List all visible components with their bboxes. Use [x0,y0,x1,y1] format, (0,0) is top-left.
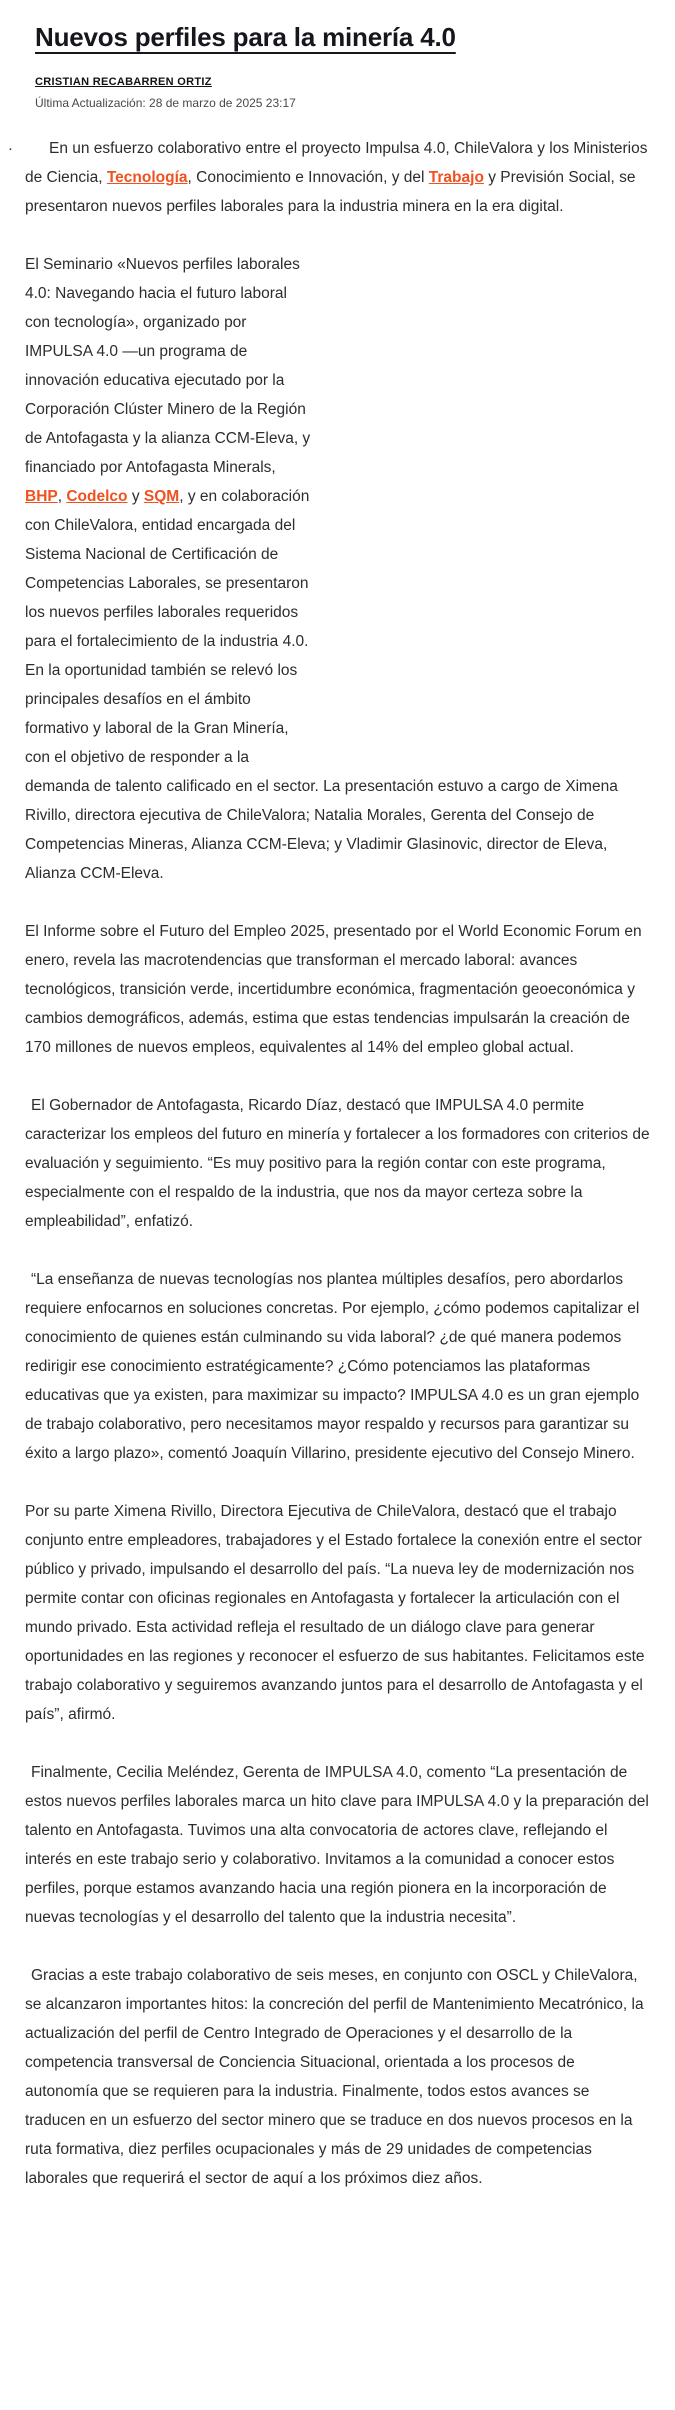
link-tecnologia[interactable]: Tecnología [106,169,188,186]
link-trabajo[interactable]: Trabajo [428,169,484,186]
paragraph-informe: El Informe sobre el Futuro del Empleo 2025, presentado por el World Economic Forum en enero, revela las macrotendencias que transforman el mercado laboral: avances tecnológicos, transición verde, incertidumbre económica, fragmentación geoeconómica y cambios demográficos, además, estima que estas tendencias impulsarán la creación de 170 millones de nuevos empleos, equivalentes al 14% del empleo global actual. [25,923,642,1056]
author-byline[interactable]: CRISTIAN RECABARREN ORTIZ [35,76,212,88]
text-segment: , y en colaboración con ChileValora, entidad encargada del Sistema Nacional de Certificación de Competencias Laborales, se presentaron los nuevos perfiles laborales requeridos para el fortalecimiento de la industria 4.0. En la oportunidad también se relevó los principales desafíos en el ámbito formativo y laboral de la Gran Minería, con el objetivo de responder a la demanda de talento calificado en el sector. La presentación estuvo a cargo de Ximena Rivillo, directora ejecutiva de ChileValora; Natalia Morales, Gerenta del Consejo de Competencias Mineras, Alianza CCM-Eleva; y Vladimir Glasinovic, director de Eleva, Alianza CCM-Eleva. [25,488,618,882]
paragraph-intro [8,134,650,221]
paragraph-seminar [25,250,650,888]
text-segment: y [127,488,144,505]
paragraph-hitos: Gracias a este trabajo colaborativo de seis meses, en conjunto con OSCL y ChileValora, se alcanzaron importantes hitos: la concreción del perfil de Mantenimiento Mecatrónico, la actualización del perfil de Centro Integrado de Operaciones y el desarrollo de la competencia transversal de Conciencia Situacional, orientada a los procesos de autonomía que se requieren para la industria. Finalmente, todos estos avances se traducen en un esfuerzo del sector minero que se traduce en dos nuevos procesos en la ruta formativa, diez perfiles ocupacionales y más de 29 unidades de competencias laborales que requerirá el sector de aquí a los próximos diez años. [25,1967,644,2187]
article-header [25,20,650,110]
article-image-placeholder [325,255,650,743]
page-title: Nuevos perfiles para la minería 4.0 [35,22,456,52]
list-bullet: · [8,140,13,157]
paragraph-ensenanza: “La enseñanza de nuevas tecnologías nos plantea múltiples desafíos, pero abordarlos requiere enfocarnos en soluciones concretas. Por ejemplo, ¿cómo podemos capitalizar el conocimiento de quienes están culminando su vida laboral? ¿de qué manera podemos redirigir ese conocimiento estratégicamente? ¿Cómo potenciamos las plataformas educativas que ya existen, para maximizar su impacto? IMPULSA 4.0 es un gran ejemplo de trabajo colaborativo, pero necesitamos mayor respaldo y recursos para garantizar su éxito a largo plazo», comentó Joaquín Villarino, presidente ejecutivo del Consejo Minero. [25,1271,640,1462]
link-codelco[interactable]: Codelco [66,488,128,505]
text-segment: El Seminario «Nuevos perfiles laborales 4.0: Navegando hacia el futuro laboral con tecnología», organizado por IMPULSA 4.0 —un programa de innovación educativa ejecutado por la Corporación Clúster Minero de la Región de Antofagasta y la alianza CCM-Eleva, y financiado por Antofagasta Minerals, [25,256,311,476]
paragraph-ximena-rivillo: Por su parte Ximena Rivillo, Directora Ejecutiva de ChileValora, destacó que el trabajo conjunto entre empleadores, trabajadores y el Estado fortalece la conexión entre el sector público y privado, impulsando el desarrollo del país. “La nueva ley de modernización nos permite contar con oficinas regionales en Antofagasta y fortalecer la articulación con el mundo privado. Esta actividad refleja el resultado de un diálogo clave para generar oportunidades en las regiones y reconocer el esfuerzo de sus habitantes. Felicitamos este trabajo colaborativo y seguiremos avanzando juntos para el desarrollo de Antofagasta y el país”, afirmó. [25,1503,645,1723]
paragraph-gobernador: El Gobernador de Antofagasta, Ricardo Díaz, destacó que IMPULSA 4.0 permite caracterizar los empleos del futuro en minería y fortalecer a los formadores con criterios de evaluación y seguimiento. “Es muy positivo para la región contar con este programa, especialmente con el respaldo de la industria, que nos da mayor certeza sobre la empleabilidad”, enfatizó. [25,1097,650,1230]
link-sqm[interactable]: SQM [143,488,180,505]
article-body [8,134,650,2193]
text-segment: , Conocimiento e Innovación, y del [187,169,429,186]
text-segment: y Previsión Social, se presentaron nuevos perfiles laborales para la industria minera en la era digital. [25,169,636,215]
last-updated: Última Actualización: 28 de marzo de 2025 23:17 [35,96,296,110]
link-bhp[interactable]: BHP [25,488,58,505]
text-segment: , [57,488,67,505]
paragraph-cecilia-melendez: Finalmente, Cecilia Meléndez, Gerenta de IMPULSA 4.0, comento “La presentación de estos nuevos perfiles laborales marca un hito clave para IMPULSA 4.0 y la preparación del talento en Antofagasta. Tuvimos una alta convocatoria de actores clave, reflejando el interés en este trabajo serio y colaborativo. Invitamos a la comunidad a conocer estos perfiles, porque estamos avanzando hacia una región pionera en la incorporación de nuevas tecnologías y el desarrollo del talento que la industria necesita”. [25,1764,649,1926]
text-segment: En un esfuerzo colaborativo entre el proyecto Impulsa 4.0, ChileValora y los Ministerios de Ciencia, [25,140,648,186]
